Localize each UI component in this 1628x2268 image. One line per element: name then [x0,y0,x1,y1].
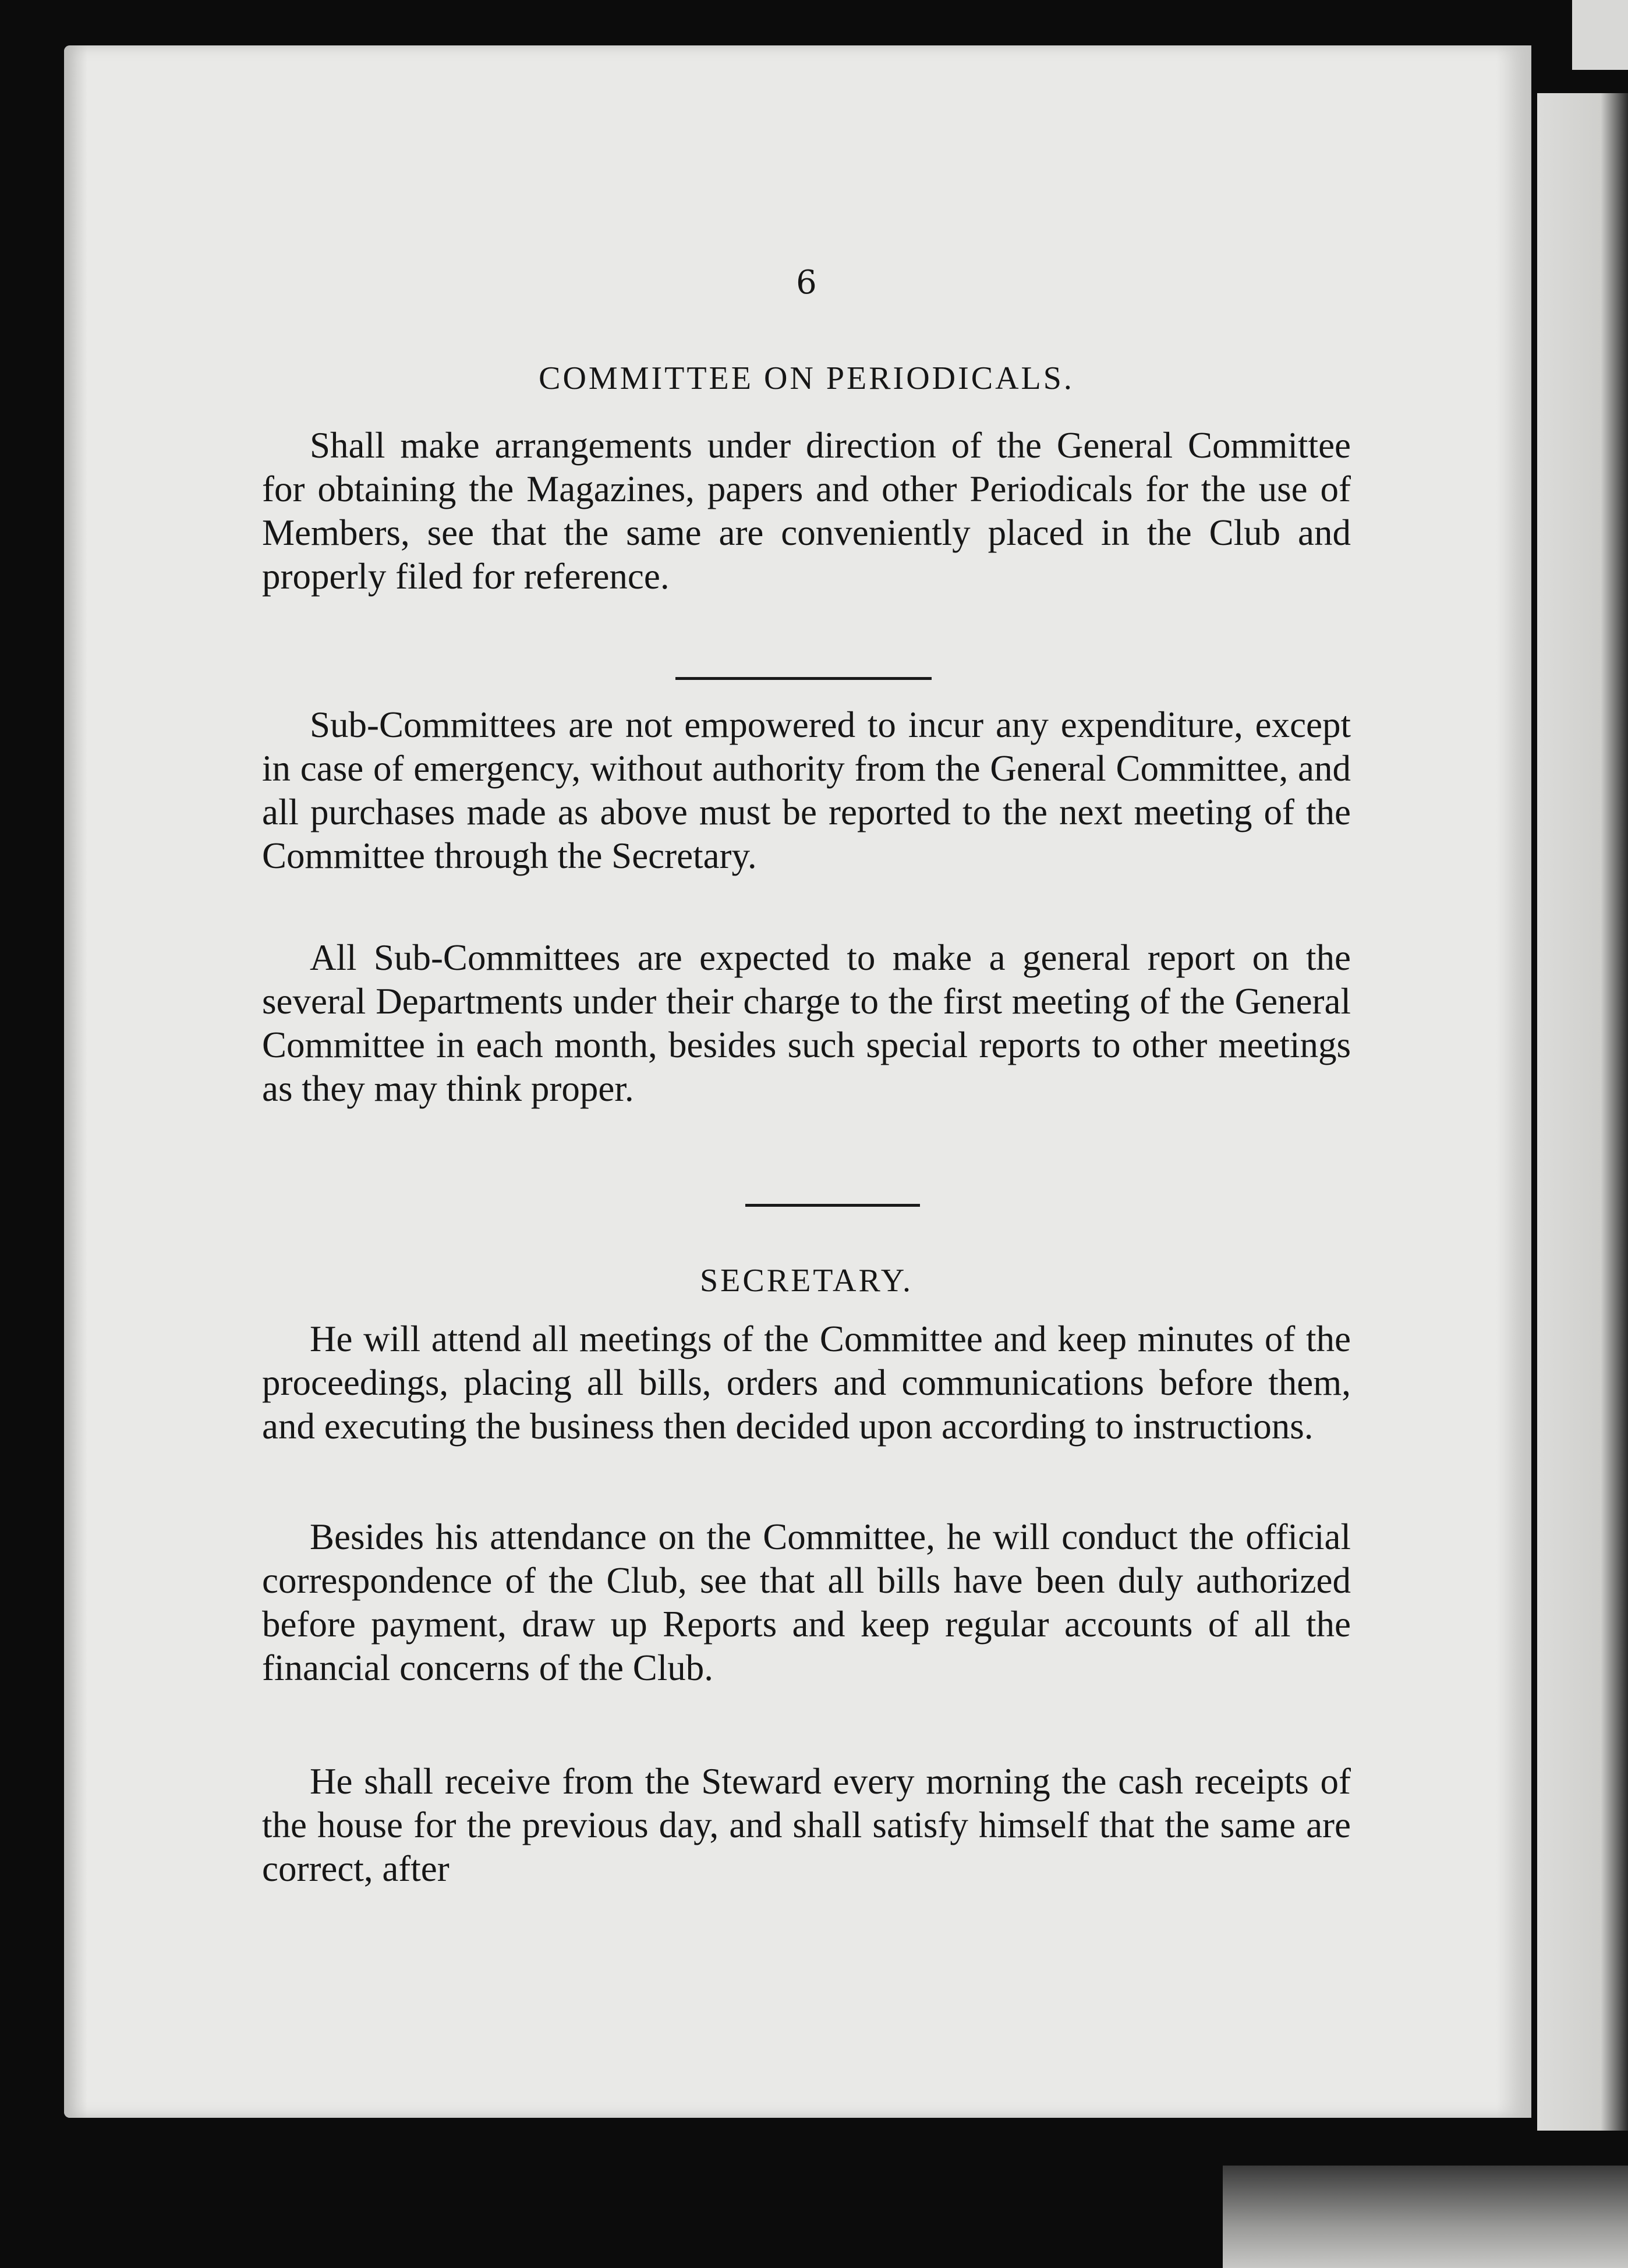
paragraph-secretary-receipts: He shall receive from the Steward every morning the cash receipts of the house for the previous day, and shall satisfy himself that the same are correct, after [262,1761,1351,1889]
page-fold-shadow [1496,45,1531,2118]
section-divider [745,1204,920,1207]
paragraph-secretary-correspondence: Besides his attendance on the Committee, he will conduct the official correspondence of the Club, see that all bills have been duly authorized before payment, draw up Reports and keep regular accounts of all the financial concerns of the Club. [262,1516,1351,1688]
paragraph-secretary-meetings: He will attend all meetings of the Committee and keep minutes of the proceedings, placing all bills, orders and communications before them, and executing the business then decided upon according to instructions. [262,1319,1351,1447]
section-heading-periodicals: COMMITTEE ON PERIODICALS. [539,360,1074,396]
next-page-edge [1537,93,1628,2131]
scan-background-fragment [1223,2166,1628,2268]
document-page [64,45,1531,2118]
page-binding-shadow [64,45,87,2118]
section-heading-secretary: SECRETARY. [700,1263,913,1299]
paragraph-sub-committees-expenditure: Sub-Committees are not empowered to incur any expenditure, except in case of emergency, without authority from the General Committee, and all purchases made as above must be reported to the next meeting of the Committee through the Secretary. [262,704,1351,876]
section-divider [675,677,932,680]
scan-background-fragment [1572,0,1628,70]
paragraph-sub-committees-reports: All Sub-Committees are expected to make a general report on the several Departments under their charge to the first meeting of the General Committee in each month, besides such special reports to other meetings as they may think proper. [262,937,1351,1109]
paragraph-periodicals: Shall make arrangements under direction of the General Committee for obtaining the Magazines, papers and other Periodicals for the use of Members, see that the same are conveniently placed in the Club and properly filed for reference. [262,425,1351,597]
page-number: 6 [796,264,817,302]
